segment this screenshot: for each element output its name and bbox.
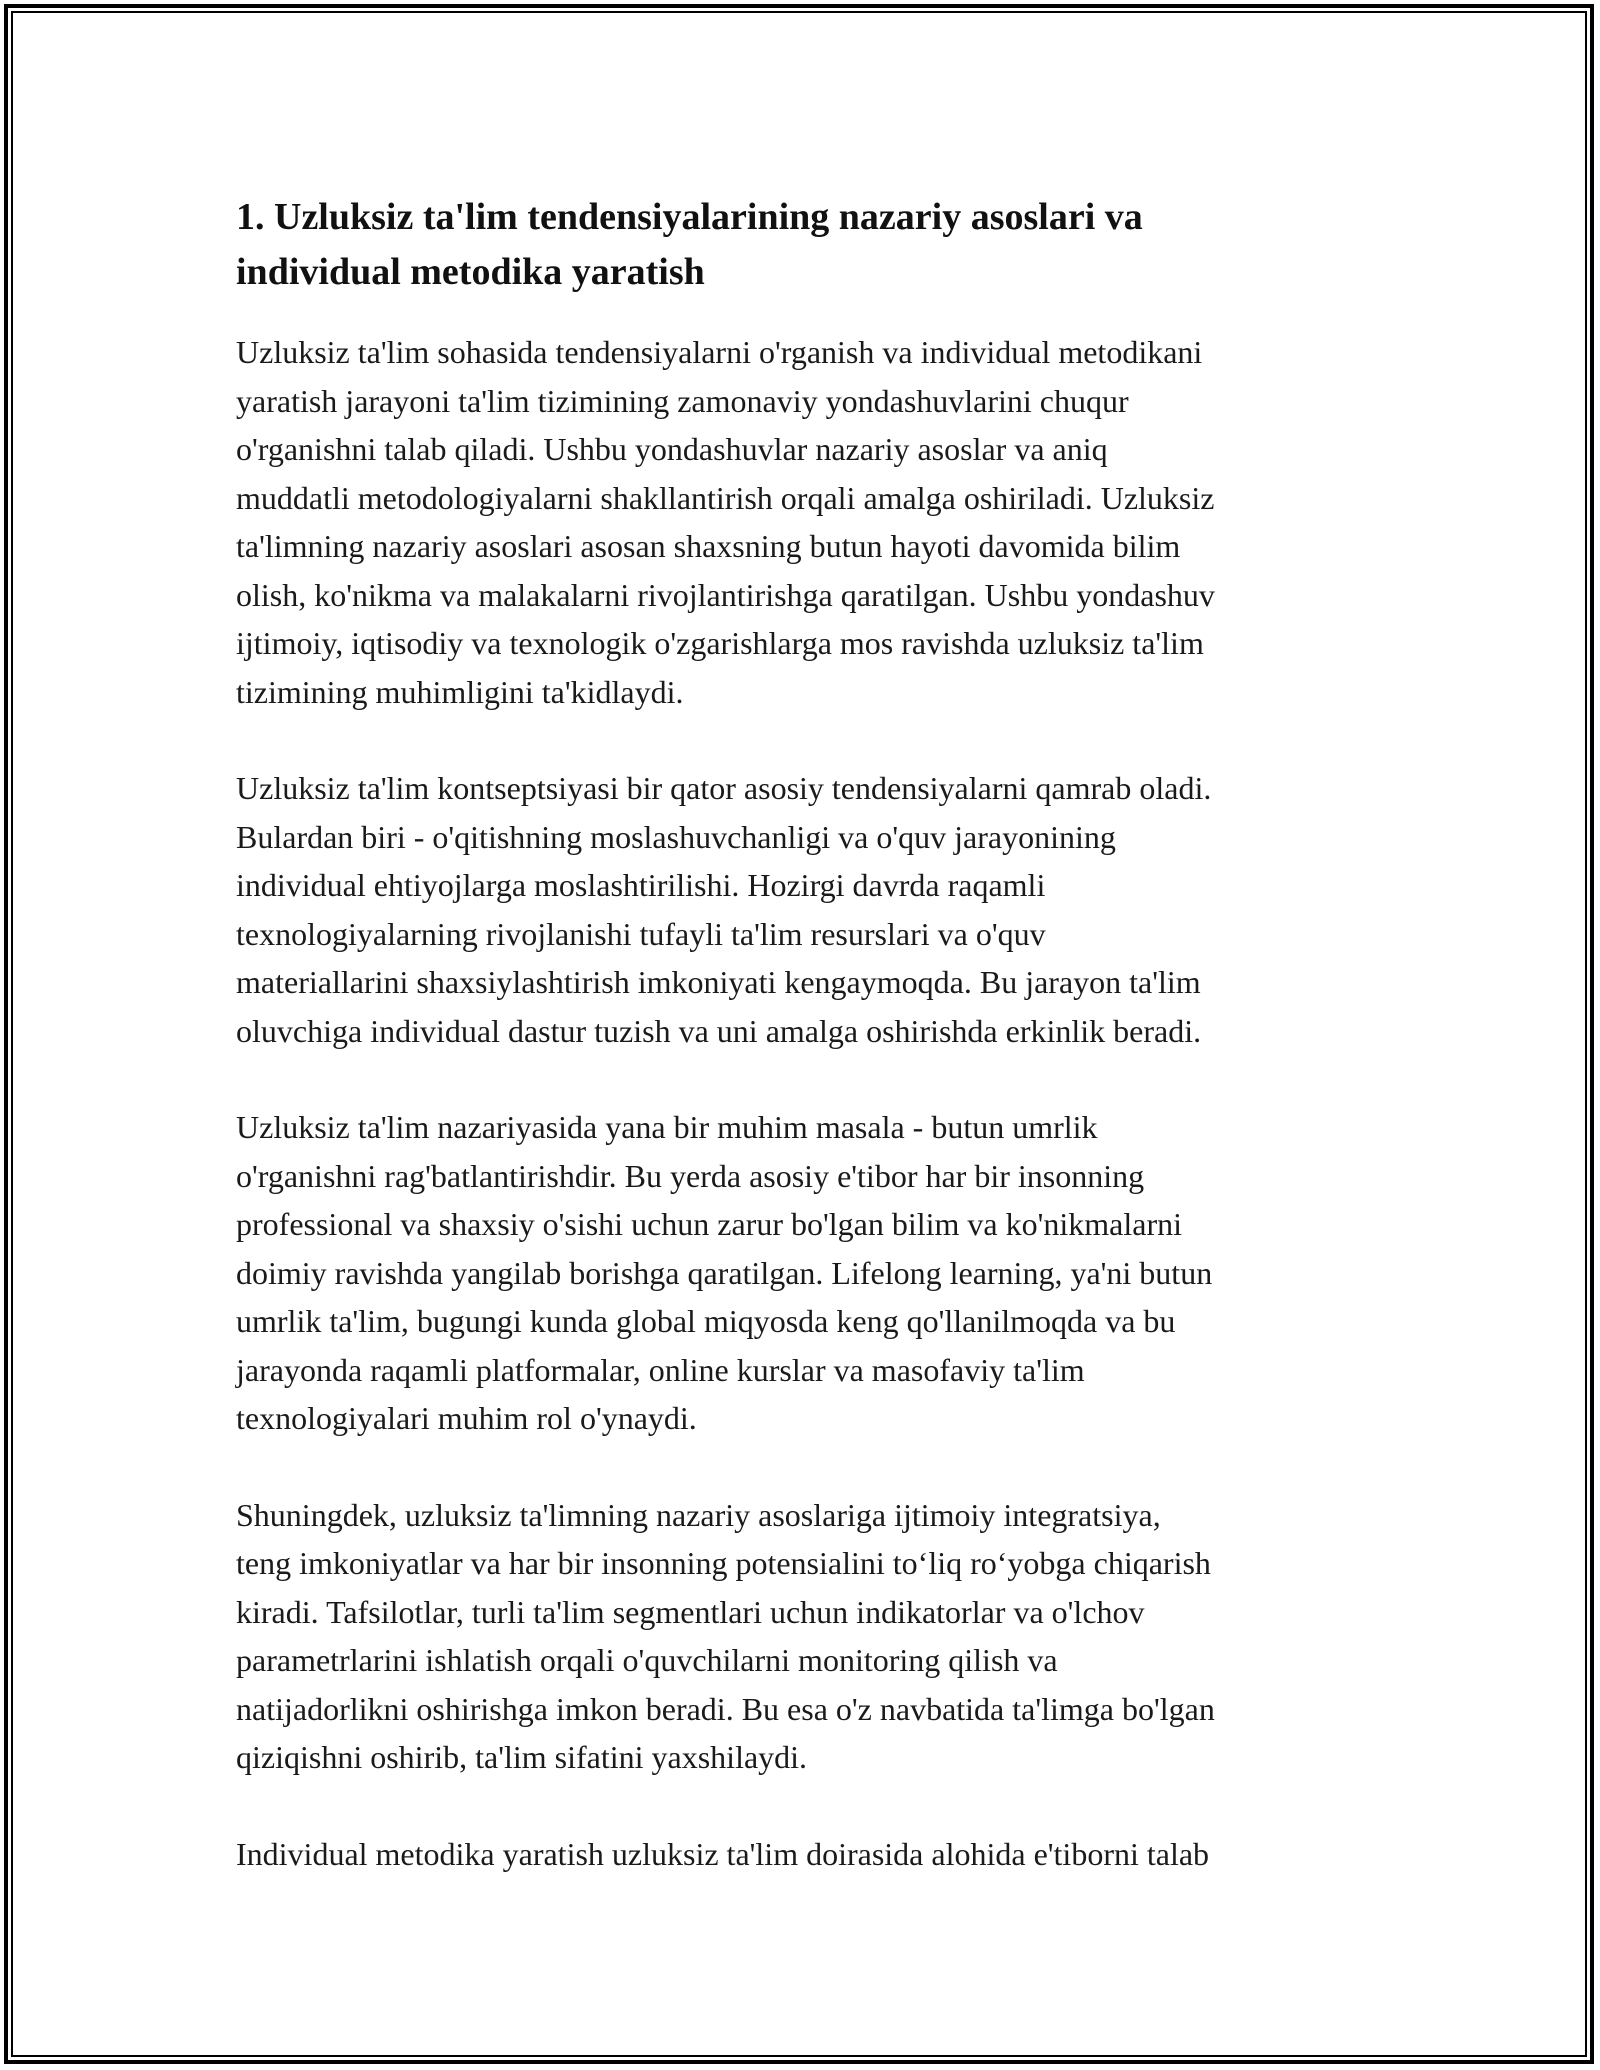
section-body <box>236 328 1386 1878</box>
paragraph: Uzluksiz ta'lim nazariyasida yana bir muhim masala - butun umrlik o'rganishni rag'batlantirishdir. Bu yerda asosiy e'tibor har bir insonning professional va shaxsiy o'sishi uchun zarur bo'lgan bilim va ko'nikmalarni doimiy ravishda yangilab borishga qaratilgan. Lifelong learning, ya'ni butun umrlik ta'lim, bugungi kunda global miqyosda keng qo'llanilmoqda va bu jarayonda raqamli platformalar, online kurslar va masofaviy ta'lim texnologiyalari muhim rol o'ynaydi. <box>236 1109 1213 1436</box>
paragraph: Uzluksiz ta'lim sohasida tendensiyalarni o'rganish va individual metodikani yaratish jarayoni ta'lim tizimining zamonaviy yondashuvlarini chuqur o'rganishni talab qiladi. Ushbu yondashuvlar nazariy asoslar va aniq muddatli metodologiyalarni shakllantirish orqali amalga oshiriladi. Uzluksiz ta'limning nazariy asoslari asosan shaxsning butun hayoti davomida bilim olish, ko'nikma va malakalarni rivojlantirishga qaratilgan. Ushbu yondashuv ijtimoiy, iqtisodiy va texnologik o'zgarishlarga mos ravishda uzluksiz ta'lim tizimining muhimligini ta'kidlaydi. <box>236 334 1215 710</box>
document-content <box>236 190 1386 1926</box>
section-heading: 1. Uzluksiz ta'lim tendensiyalarining nazariy asoslari va individual metodika yaratish <box>236 196 1143 293</box>
paragraph: Shuningdek, uzluksiz ta'limning nazariy asoslariga ijtimoiy integratsiya, teng imkoniyatlar va har bir insonning potensialini to‘liq ro‘yobga chiqarish kiradi. Tafsilotlar, turli ta'lim segmentlari uchun indikatorlar va o'lchov parametrlarini ishlatish orqali o'quvchilarni monitoring qilish va natijadorlikni oshirishga imkon beradi. Bu esa o'z navbatida ta'limga bo'lgan qiziqishni oshirib, ta'lim sifatini yaxshilaydi. <box>236 1496 1215 1775</box>
paragraph: Individual metodika yaratish uzluksiz ta'lim doirasida alohida e'tiborni talab <box>236 1835 1210 1872</box>
paragraph: Uzluksiz ta'lim kontseptsiyasi bir qator asosiy tendensiyalarni qamrab oladi. Bulardan biri - o'qitishning moslashuvchanligi va o'quv jarayonining individual ehtiyojlarga moslashtirilishi. Hozirgi davrda raqamli texnologiyalarning rivojlanishi tufayli ta'lim resurslari va o'quv materiallarini shaxsiylashtirish imkoniyati kengaymoqda. Bu jarayon ta'lim oluvchiga individual dastur tuzish va uni amalga oshirishda erkinlik beradi. <box>236 770 1212 1049</box>
